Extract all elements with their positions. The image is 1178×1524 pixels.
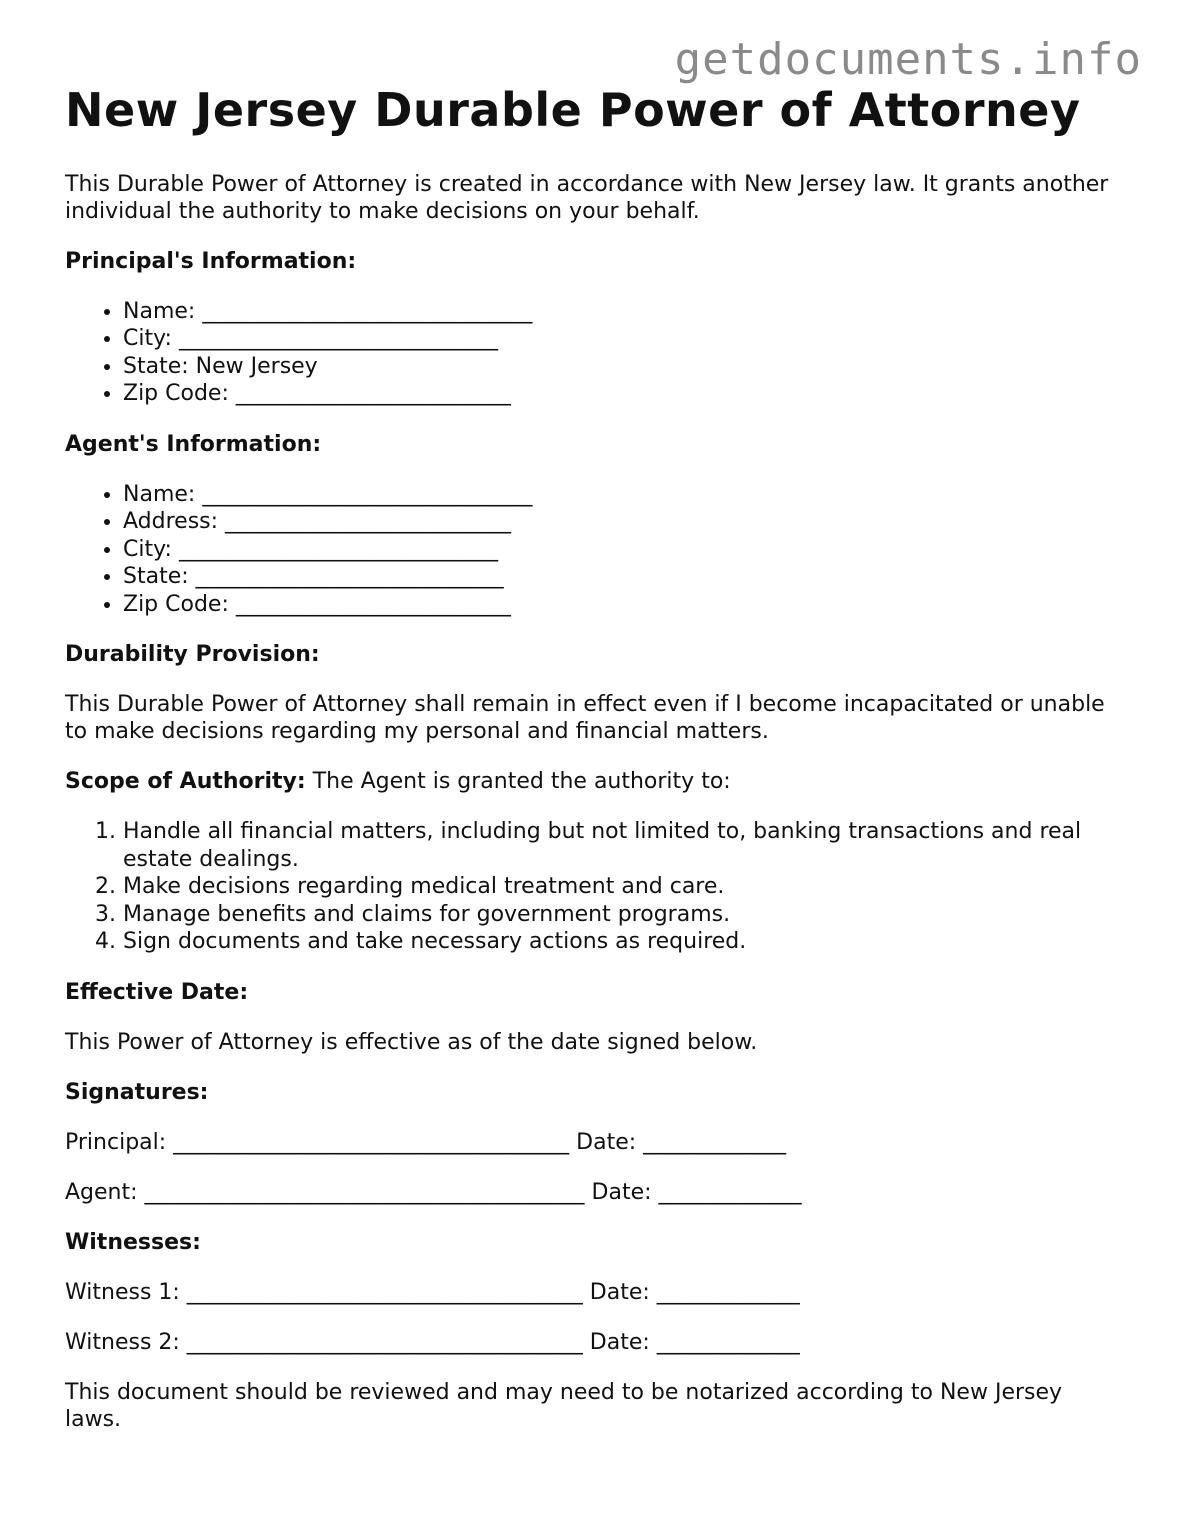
list-item: 3. Manage benefits and claims for government programs. bbox=[123, 901, 1125, 929]
footer-note: This document should be reviewed and may need to be notarized according to New Jersey laws. bbox=[65, 1379, 1063, 1432]
scope-list bbox=[65, 818, 1125, 956]
scope-text: The Agent is granted the authority to: bbox=[305, 769, 731, 795]
intro-paragraph: This Durable Power of Attorney is created in accordance with New Jersey law. It grants another individual the authority to make decisions on your behalf. bbox=[65, 171, 1109, 224]
list-item bbox=[123, 380, 1125, 408]
field-label: Name: bbox=[123, 481, 203, 507]
agent-signature-line[interactable]: Agent: ________________________________________ Date: _____________ bbox=[65, 1179, 802, 1205]
state-value: New Jersey bbox=[195, 353, 318, 379]
zip-code-field[interactable]: _________________________ bbox=[235, 381, 511, 407]
list-item bbox=[123, 536, 1125, 564]
scope-heading: Scope of Authority: bbox=[65, 769, 306, 795]
zip-code-field[interactable]: _________________________ bbox=[235, 591, 511, 617]
document-body bbox=[65, 84, 1125, 1456]
list-item: 1. Handle all financial matters, including but not limited to, banking transactions and real estate dealings. bbox=[123, 818, 1125, 873]
city-field[interactable]: _____________________________ bbox=[178, 326, 498, 352]
name-field[interactable]: ______________________________ bbox=[202, 298, 533, 324]
agent-fields-list bbox=[65, 481, 1125, 619]
durability-paragraph: This Durable Power of Attorney shall remain in effect even if I become incapacitated or unable to make decisions regarding my personal and financial matters. bbox=[65, 692, 1105, 745]
field-label: State: bbox=[123, 353, 196, 379]
address-field[interactable]: __________________________ bbox=[225, 509, 512, 535]
durability-heading: Durability Provision: bbox=[65, 642, 320, 668]
field-label: Zip Code: bbox=[123, 381, 236, 407]
page-title: New Jersey Durable Power of Attorney bbox=[65, 83, 1081, 137]
signatures-heading: Signatures: bbox=[65, 1079, 209, 1105]
witness-1-signature-line[interactable]: Witness 1: ____________________________________ Date: _____________ bbox=[65, 1279, 800, 1305]
field-label: Address: bbox=[123, 509, 226, 535]
principal-heading: Principal's Information: bbox=[65, 248, 357, 274]
watermark: getdocuments.info bbox=[674, 34, 1142, 85]
list-item: 4. Sign documents and take necessary actions as required. bbox=[123, 928, 1125, 956]
list-item bbox=[123, 591, 1125, 619]
witnesses-heading: Witnesses: bbox=[65, 1229, 201, 1255]
list-item bbox=[123, 353, 1125, 381]
principal-fields-list bbox=[65, 298, 1125, 408]
agent-heading: Agent's Information: bbox=[65, 431, 322, 457]
list-item bbox=[123, 298, 1125, 326]
list-item bbox=[123, 508, 1125, 536]
field-label: Name: bbox=[123, 298, 203, 324]
list-item: 2. Make decisions regarding medical treatment and care. bbox=[123, 873, 1125, 901]
list-item bbox=[123, 325, 1125, 353]
name-field[interactable]: ______________________________ bbox=[202, 481, 533, 507]
list-item bbox=[123, 481, 1125, 509]
principal-signature-line[interactable]: Principal: ____________________________________ Date: _____________ bbox=[65, 1129, 787, 1155]
field-label: City: bbox=[123, 326, 179, 352]
effective-date-paragraph: This Power of Attorney is effective as of the date signed below. bbox=[65, 1029, 758, 1055]
field-label: Zip Code: bbox=[123, 591, 236, 617]
witness-2-signature-line[interactable]: Witness 2: ____________________________________ Date: _____________ bbox=[65, 1329, 800, 1355]
field-label: City: bbox=[123, 536, 179, 562]
city-field[interactable]: _____________________________ bbox=[178, 536, 498, 562]
list-item bbox=[123, 563, 1125, 591]
scope-paragraph bbox=[65, 768, 1125, 795]
effective-date-heading: Effective Date: bbox=[65, 979, 249, 1005]
state-field[interactable]: ____________________________ bbox=[195, 564, 504, 590]
field-label: State: bbox=[123, 564, 196, 590]
